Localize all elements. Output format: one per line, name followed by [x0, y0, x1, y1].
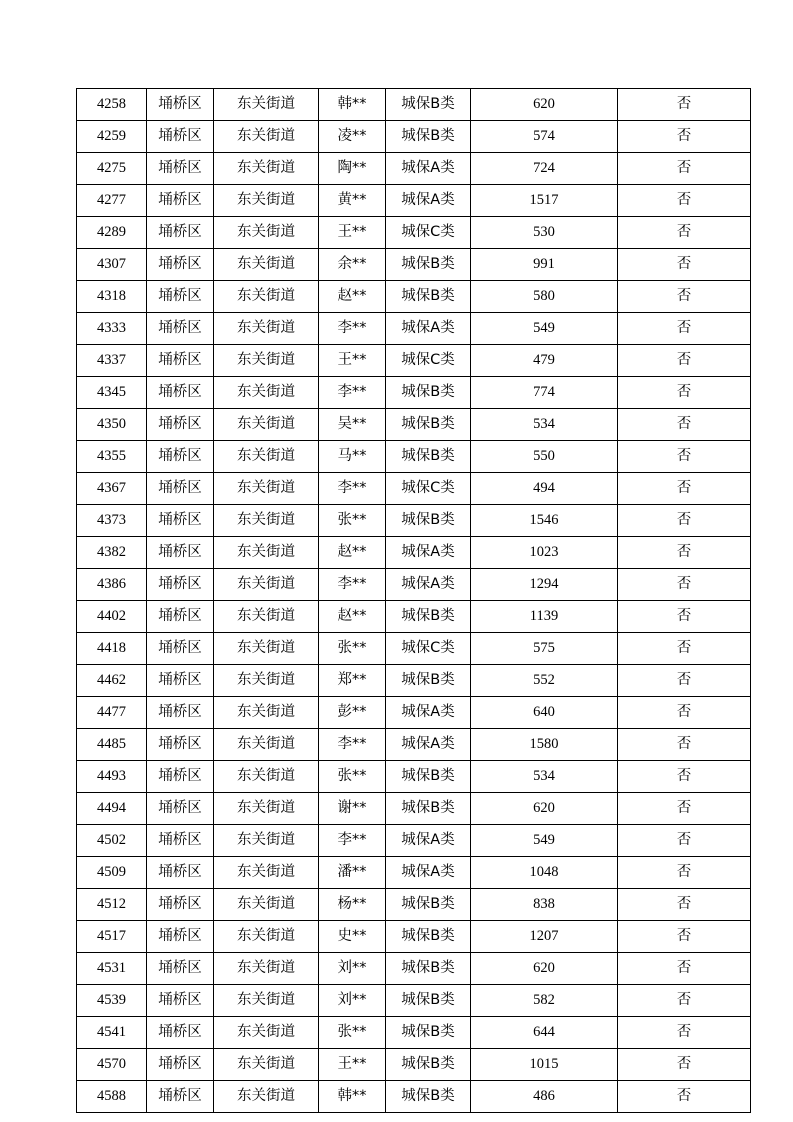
- cell-amount: 1546: [471, 505, 618, 537]
- cell-id: 4333: [77, 313, 147, 345]
- cell-amount: 530: [471, 217, 618, 249]
- cell-id: 4275: [77, 153, 147, 185]
- cell-flag: 否: [618, 89, 751, 121]
- cell-category: 城保B类: [386, 601, 471, 633]
- cell-flag: 否: [618, 889, 751, 921]
- table-row: [77, 761, 751, 793]
- cell-category: 城保B类: [386, 409, 471, 441]
- cell-street: 东关街道: [214, 249, 319, 281]
- cell-district: 埇桥区: [147, 1081, 214, 1113]
- cell-district: 埇桥区: [147, 1049, 214, 1081]
- cell-name: 张**: [319, 1017, 386, 1049]
- cell-category: 城保A类: [386, 153, 471, 185]
- cell-category: 城保A类: [386, 537, 471, 569]
- cell-flag: 否: [618, 569, 751, 601]
- cell-flag: 否: [618, 377, 751, 409]
- cell-amount: 1207: [471, 921, 618, 953]
- table-row: [77, 473, 751, 505]
- data-table-container: [76, 88, 717, 1113]
- cell-street: 东关街道: [214, 153, 319, 185]
- table-body: [77, 89, 751, 1113]
- cell-district: 埇桥区: [147, 313, 214, 345]
- cell-street: 东关街道: [214, 697, 319, 729]
- cell-district: 埇桥区: [147, 761, 214, 793]
- cell-name: 凌**: [319, 121, 386, 153]
- table-row: [77, 697, 751, 729]
- cell-district: 埇桥区: [147, 1017, 214, 1049]
- cell-amount: 640: [471, 697, 618, 729]
- cell-street: 东关街道: [214, 537, 319, 569]
- cell-amount: 1015: [471, 1049, 618, 1081]
- cell-id: 4345: [77, 377, 147, 409]
- cell-district: 埇桥区: [147, 153, 214, 185]
- cell-street: 东关街道: [214, 825, 319, 857]
- cell-name: 赵**: [319, 537, 386, 569]
- cell-id: 4570: [77, 1049, 147, 1081]
- cell-district: 埇桥区: [147, 793, 214, 825]
- cell-district: 埇桥区: [147, 217, 214, 249]
- table-row: [77, 89, 751, 121]
- cell-district: 埇桥区: [147, 985, 214, 1017]
- cell-flag: 否: [618, 825, 751, 857]
- cell-district: 埇桥区: [147, 121, 214, 153]
- cell-flag: 否: [618, 473, 751, 505]
- cell-id: 4509: [77, 857, 147, 889]
- cell-name: 李**: [319, 473, 386, 505]
- cell-street: 东关街道: [214, 441, 319, 473]
- cell-amount: 550: [471, 441, 618, 473]
- cell-district: 埇桥区: [147, 537, 214, 569]
- cell-name: 王**: [319, 217, 386, 249]
- cell-district: 埇桥区: [147, 281, 214, 313]
- cell-category: 城保B类: [386, 121, 471, 153]
- table-row: [77, 153, 751, 185]
- cell-street: 东关街道: [214, 217, 319, 249]
- cell-flag: 否: [618, 185, 751, 217]
- cell-flag: 否: [618, 921, 751, 953]
- cell-id: 4355: [77, 441, 147, 473]
- cell-id: 4382: [77, 537, 147, 569]
- table-row: [77, 985, 751, 1017]
- cell-name: 郑**: [319, 665, 386, 697]
- cell-flag: 否: [618, 121, 751, 153]
- cell-amount: 575: [471, 633, 618, 665]
- cell-amount: 574: [471, 121, 618, 153]
- table-row: [77, 409, 751, 441]
- cell-id: 4531: [77, 953, 147, 985]
- cell-category: 城保B类: [386, 505, 471, 537]
- cell-district: 埇桥区: [147, 409, 214, 441]
- cell-district: 埇桥区: [147, 377, 214, 409]
- cell-name: 刘**: [319, 985, 386, 1017]
- cell-category: 城保A类: [386, 857, 471, 889]
- cell-amount: 1139: [471, 601, 618, 633]
- cell-district: 埇桥区: [147, 921, 214, 953]
- cell-street: 东关街道: [214, 1049, 319, 1081]
- cell-flag: 否: [618, 441, 751, 473]
- cell-flag: 否: [618, 409, 751, 441]
- cell-category: 城保B类: [386, 1049, 471, 1081]
- cell-district: 埇桥区: [147, 633, 214, 665]
- table-row: [77, 505, 751, 537]
- cell-amount: 620: [471, 89, 618, 121]
- cell-street: 东关街道: [214, 633, 319, 665]
- cell-name: 谢**: [319, 793, 386, 825]
- cell-name: 吴**: [319, 409, 386, 441]
- table-row: [77, 281, 751, 313]
- cell-street: 东关街道: [214, 89, 319, 121]
- cell-amount: 1294: [471, 569, 618, 601]
- cell-district: 埇桥区: [147, 697, 214, 729]
- cell-name: 李**: [319, 825, 386, 857]
- cell-id: 4402: [77, 601, 147, 633]
- cell-flag: 否: [618, 633, 751, 665]
- cell-street: 东关街道: [214, 313, 319, 345]
- cell-name: 李**: [319, 729, 386, 761]
- table-row: [77, 825, 751, 857]
- cell-amount: 620: [471, 793, 618, 825]
- cell-category: 城保C类: [386, 345, 471, 377]
- cell-category: 城保B类: [386, 793, 471, 825]
- cell-name: 刘**: [319, 953, 386, 985]
- cell-street: 东关街道: [214, 665, 319, 697]
- cell-id: 4477: [77, 697, 147, 729]
- cell-category: 城保C类: [386, 473, 471, 505]
- cell-street: 东关街道: [214, 121, 319, 153]
- cell-flag: 否: [618, 217, 751, 249]
- cell-district: 埇桥区: [147, 825, 214, 857]
- table-row: [77, 921, 751, 953]
- cell-name: 陶**: [319, 153, 386, 185]
- cell-id: 4386: [77, 569, 147, 601]
- cell-amount: 494: [471, 473, 618, 505]
- cell-street: 东关街道: [214, 345, 319, 377]
- table-row: [77, 1081, 751, 1113]
- cell-category: 城保B类: [386, 985, 471, 1017]
- cell-category: 城保C类: [386, 633, 471, 665]
- cell-name: 韩**: [319, 1081, 386, 1113]
- table-row: [77, 729, 751, 761]
- table-row: [77, 345, 751, 377]
- cell-street: 东关街道: [214, 729, 319, 761]
- cell-id: 4373: [77, 505, 147, 537]
- cell-district: 埇桥区: [147, 665, 214, 697]
- cell-id: 4418: [77, 633, 147, 665]
- cell-street: 东关街道: [214, 857, 319, 889]
- cell-amount: 549: [471, 313, 618, 345]
- cell-id: 4367: [77, 473, 147, 505]
- cell-flag: 否: [618, 985, 751, 1017]
- cell-name: 余**: [319, 249, 386, 281]
- cell-flag: 否: [618, 697, 751, 729]
- cell-category: 城保B类: [386, 761, 471, 793]
- table-row: [77, 185, 751, 217]
- cell-category: 城保A类: [386, 729, 471, 761]
- table-row: [77, 313, 751, 345]
- cell-name: 潘**: [319, 857, 386, 889]
- cell-id: 4493: [77, 761, 147, 793]
- cell-category: 城保B类: [386, 377, 471, 409]
- table-row: [77, 1017, 751, 1049]
- cell-amount: 1580: [471, 729, 618, 761]
- cell-id: 4289: [77, 217, 147, 249]
- cell-street: 东关街道: [214, 281, 319, 313]
- cell-amount: 1023: [471, 537, 618, 569]
- cell-amount: 1517: [471, 185, 618, 217]
- cell-flag: 否: [618, 857, 751, 889]
- cell-category: 城保B类: [386, 1017, 471, 1049]
- cell-amount: 724: [471, 153, 618, 185]
- cell-category: 城保A类: [386, 185, 471, 217]
- cell-flag: 否: [618, 1049, 751, 1081]
- table-row: [77, 793, 751, 825]
- cell-flag: 否: [618, 313, 751, 345]
- cell-id: 4512: [77, 889, 147, 921]
- cell-category: 城保B类: [386, 1081, 471, 1113]
- cell-flag: 否: [618, 953, 751, 985]
- table-row: [77, 857, 751, 889]
- cell-street: 东关街道: [214, 409, 319, 441]
- cell-street: 东关街道: [214, 505, 319, 537]
- cell-id: 4462: [77, 665, 147, 697]
- table-row: [77, 665, 751, 697]
- cell-amount: 644: [471, 1017, 618, 1049]
- cell-street: 东关街道: [214, 569, 319, 601]
- table-row: [77, 249, 751, 281]
- cell-flag: 否: [618, 761, 751, 793]
- cell-street: 东关街道: [214, 985, 319, 1017]
- cell-id: 4258: [77, 89, 147, 121]
- table-row: [77, 889, 751, 921]
- cell-name: 张**: [319, 761, 386, 793]
- cell-category: 城保A类: [386, 825, 471, 857]
- cell-district: 埇桥区: [147, 953, 214, 985]
- cell-street: 东关街道: [214, 185, 319, 217]
- table-row: [77, 217, 751, 249]
- cell-district: 埇桥区: [147, 601, 214, 633]
- cell-flag: 否: [618, 793, 751, 825]
- cell-id: 4588: [77, 1081, 147, 1113]
- cell-district: 埇桥区: [147, 89, 214, 121]
- cell-flag: 否: [618, 729, 751, 761]
- table-row: [77, 537, 751, 569]
- cell-district: 埇桥区: [147, 729, 214, 761]
- cell-district: 埇桥区: [147, 857, 214, 889]
- cell-name: 张**: [319, 633, 386, 665]
- table-row: [77, 1049, 751, 1081]
- cell-id: 4541: [77, 1017, 147, 1049]
- table-row: [77, 633, 751, 665]
- cell-amount: 580: [471, 281, 618, 313]
- cell-street: 东关街道: [214, 761, 319, 793]
- cell-district: 埇桥区: [147, 345, 214, 377]
- cell-category: 城保B类: [386, 665, 471, 697]
- cell-id: 4502: [77, 825, 147, 857]
- cell-district: 埇桥区: [147, 441, 214, 473]
- cell-flag: 否: [618, 665, 751, 697]
- cell-name: 彭**: [319, 697, 386, 729]
- cell-category: 城保A类: [386, 697, 471, 729]
- cell-amount: 838: [471, 889, 618, 921]
- cell-category: 城保B类: [386, 441, 471, 473]
- table-row: [77, 601, 751, 633]
- cell-name: 李**: [319, 569, 386, 601]
- table-row: [77, 441, 751, 473]
- cell-id: 4517: [77, 921, 147, 953]
- cell-district: 埇桥区: [147, 185, 214, 217]
- cell-street: 东关街道: [214, 377, 319, 409]
- cell-street: 东关街道: [214, 953, 319, 985]
- cell-amount: 582: [471, 985, 618, 1017]
- cell-name: 杨**: [319, 889, 386, 921]
- cell-id: 4259: [77, 121, 147, 153]
- cell-category: 城保C类: [386, 217, 471, 249]
- cell-name: 赵**: [319, 281, 386, 313]
- cell-flag: 否: [618, 281, 751, 313]
- cell-category: 城保B类: [386, 281, 471, 313]
- cell-name: 王**: [319, 345, 386, 377]
- cell-flag: 否: [618, 601, 751, 633]
- cell-street: 东关街道: [214, 921, 319, 953]
- cell-flag: 否: [618, 153, 751, 185]
- cell-street: 东关街道: [214, 1081, 319, 1113]
- cell-category: 城保B类: [386, 889, 471, 921]
- cell-id: 4539: [77, 985, 147, 1017]
- table-row: [77, 569, 751, 601]
- cell-amount: 479: [471, 345, 618, 377]
- cell-id: 4277: [77, 185, 147, 217]
- cell-district: 埇桥区: [147, 889, 214, 921]
- cell-flag: 否: [618, 1081, 751, 1113]
- cell-name: 王**: [319, 1049, 386, 1081]
- cell-category: 城保A类: [386, 313, 471, 345]
- cell-street: 东关街道: [214, 473, 319, 505]
- cell-name: 黄**: [319, 185, 386, 217]
- cell-category: 城保B类: [386, 249, 471, 281]
- cell-id: 4350: [77, 409, 147, 441]
- cell-street: 东关街道: [214, 601, 319, 633]
- cell-name: 韩**: [319, 89, 386, 121]
- cell-amount: 774: [471, 377, 618, 409]
- cell-district: 埇桥区: [147, 505, 214, 537]
- cell-category: 城保B类: [386, 953, 471, 985]
- cell-category: 城保B类: [386, 921, 471, 953]
- cell-amount: 552: [471, 665, 618, 697]
- cell-name: 史**: [319, 921, 386, 953]
- cell-amount: 534: [471, 761, 618, 793]
- cell-flag: 否: [618, 1017, 751, 1049]
- cell-name: 马**: [319, 441, 386, 473]
- cell-district: 埇桥区: [147, 473, 214, 505]
- cell-id: 4318: [77, 281, 147, 313]
- cell-name: 李**: [319, 313, 386, 345]
- cell-name: 张**: [319, 505, 386, 537]
- cell-flag: 否: [618, 249, 751, 281]
- table-row: [77, 377, 751, 409]
- cell-street: 东关街道: [214, 793, 319, 825]
- table-row: [77, 121, 751, 153]
- cell-amount: 534: [471, 409, 618, 441]
- cell-flag: 否: [618, 505, 751, 537]
- cell-id: 4485: [77, 729, 147, 761]
- cell-amount: 991: [471, 249, 618, 281]
- cell-category: 城保B类: [386, 89, 471, 121]
- cell-amount: 486: [471, 1081, 618, 1113]
- cell-id: 4307: [77, 249, 147, 281]
- table-row: [77, 953, 751, 985]
- cell-district: 埇桥区: [147, 569, 214, 601]
- cell-street: 东关街道: [214, 889, 319, 921]
- cell-flag: 否: [618, 345, 751, 377]
- cell-name: 赵**: [319, 601, 386, 633]
- cell-street: 东关街道: [214, 1017, 319, 1049]
- cell-district: 埇桥区: [147, 249, 214, 281]
- cell-category: 城保A类: [386, 569, 471, 601]
- cell-name: 李**: [319, 377, 386, 409]
- cell-amount: 549: [471, 825, 618, 857]
- cell-amount: 1048: [471, 857, 618, 889]
- cell-amount: 620: [471, 953, 618, 985]
- beneficiary-table: [76, 88, 751, 1113]
- cell-flag: 否: [618, 537, 751, 569]
- cell-id: 4494: [77, 793, 147, 825]
- cell-id: 4337: [77, 345, 147, 377]
